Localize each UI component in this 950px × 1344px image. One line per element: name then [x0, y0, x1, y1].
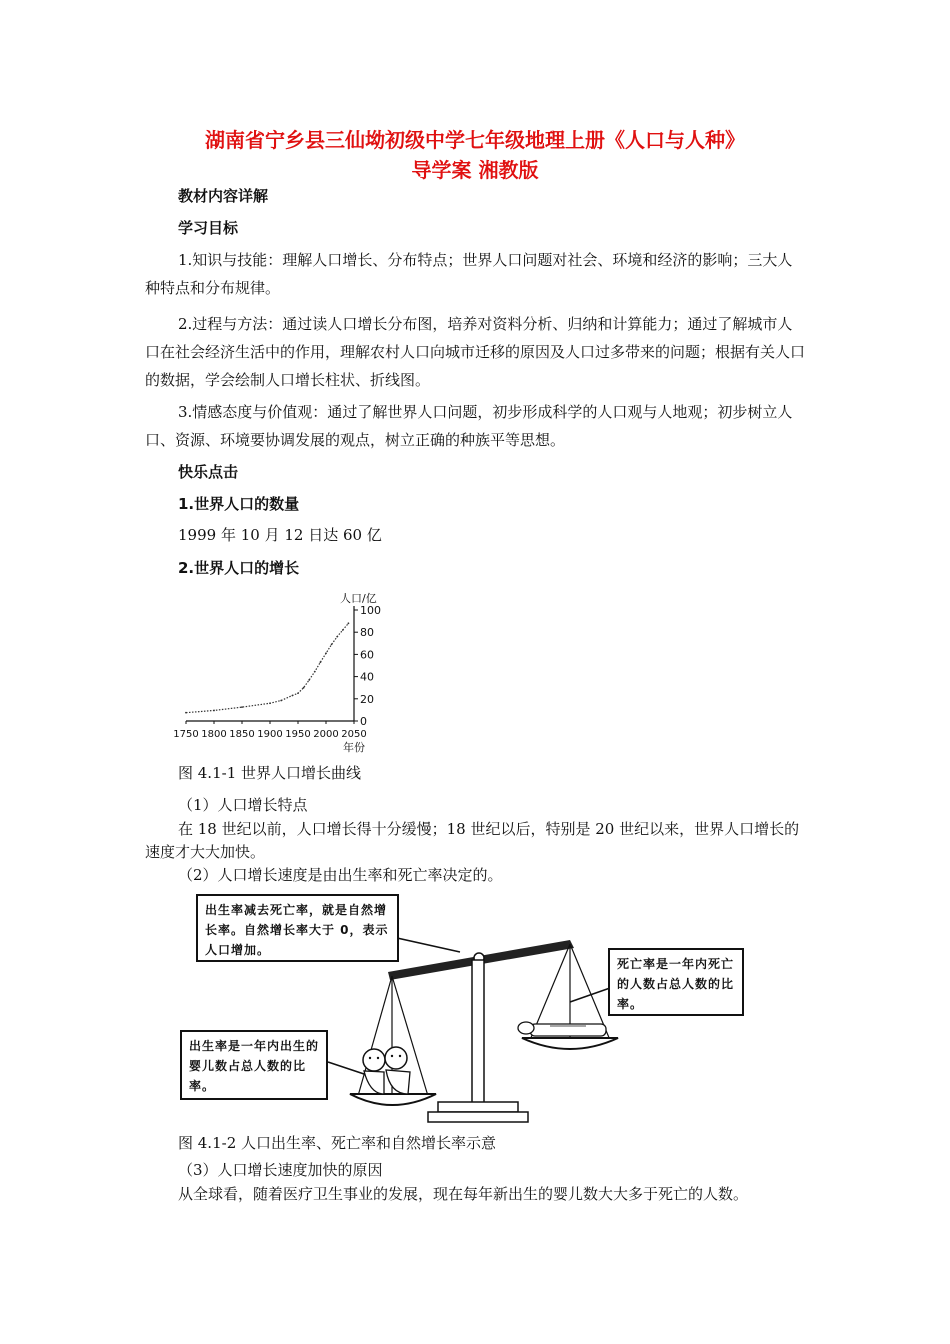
x-tick-label: 1800 [201, 729, 227, 740]
death-pan [522, 1038, 618, 1049]
point-3-title: （3）人口增长速度加快的原因 [178, 1161, 383, 1179]
data-point [292, 695, 294, 697]
population-growth-chart [173, 588, 408, 754]
scale-base-top [438, 1102, 518, 1112]
note-death-rate: 死亡率是一年内死亡的人数占总人数的比率。 [608, 948, 744, 1016]
goal-1-paragraph: 1.知识与技能：理解人口增长、分布特点；世界人口问题对社会、环境和经济的影响；三大人种特点和分布规律。 [145, 251, 793, 297]
section-heading-material: 教材内容详解 [178, 187, 269, 205]
x-tick-label: 1950 [285, 729, 311, 740]
y-tick-label: 0 [360, 715, 367, 728]
data-point [280, 700, 282, 702]
x-tick-label: 1750 [173, 729, 199, 740]
data-point [320, 661, 322, 663]
scale-pillar [472, 960, 484, 1108]
goal-2-paragraph: 2.过程与方法：通过读人口增长分布图，培养对资料分析、归纳和计算能力；通过了解城市人口在社会经济生活中的作用，理解农村人口向城市迁移的原因及人口过多带来的问题；根据有关人口的数据，学会绘制人口增长柱状、折线图。 [145, 315, 806, 389]
x-tick-label: 1850 [229, 729, 255, 740]
section-heading-goals: 学习目标 [178, 219, 239, 237]
y-tick-label: 100 [360, 604, 381, 617]
subheading-population-growth: 2.世界人口的增长 [178, 559, 300, 577]
goal-3-paragraph: 3.情感态度与价值观：通过了解世界人口问题，初步形成科学的人口观与人地观；初步树立人口、资源、环境要协调发展的观点，树立正确的种族平等思想。 [145, 403, 793, 449]
point-1-text: 在 18 世纪以前，人口增长得十分缓慢；18 世纪以后，特别是 20 世纪以来，世界人口增长的速度才大大加快。 [145, 820, 800, 861]
lying-figure [518, 1022, 606, 1036]
y-tick-label: 20 [360, 692, 374, 706]
data-point [336, 636, 338, 638]
data-point [331, 644, 333, 646]
point-2-title: （2）人口增长速度是由出生率和死亡率决定的。 [178, 866, 503, 884]
data-point [241, 706, 243, 708]
population-count-text: 1999 年 10 月 12 日达 60 亿 [178, 526, 382, 544]
section-heading-fun: 快乐点击 [178, 463, 239, 481]
figure-1-caption: 图 4.1-1 世界人口增长曲线 [178, 764, 362, 782]
data-point [185, 712, 187, 714]
data-point [325, 652, 327, 654]
x-tick-label: 2050 [341, 729, 367, 740]
data-point [342, 629, 344, 631]
point-1-title: （1）人口增长特点 [178, 796, 308, 814]
note-natural-growth: 出生率减去死亡率，就是自然增长率。自然增长率大于 0，表示人口增加。 [196, 894, 399, 962]
y-tick-label: 60 [360, 648, 374, 662]
x-axis-label: 年份 [343, 741, 365, 754]
x-tick-label: 1900 [257, 729, 283, 740]
figure-2-caption: 图 4.1-2 人口出生率、死亡率和自然增长率示意 [178, 1134, 497, 1152]
data-point [314, 671, 316, 673]
note-birth-rate: 出生率是一年内出生的婴儿数占总人数的比率。 [180, 1030, 328, 1100]
data-point [308, 679, 310, 681]
y-tick-label: 40 [360, 670, 374, 684]
data-point [348, 622, 350, 624]
y-tick-label: 80 [360, 626, 374, 640]
y-axis-label: 人口/亿 [340, 592, 377, 605]
note-death-leader-line [570, 988, 610, 1002]
point-3-text: 从全球看，随着医疗卫生事业的发展，现在每年新出生的婴儿数大大多于死亡的人数。 [178, 1185, 749, 1203]
data-point [303, 687, 305, 689]
document-title-line2: 导学案 湘教版 [411, 158, 539, 182]
data-point [297, 692, 299, 694]
x-tick-label: 2000 [313, 729, 339, 740]
birth-pan [350, 1094, 436, 1105]
document-title-line1: 湖南省宁乡县三仙坳初级中学七年级地理上册《人口与人种》 [205, 128, 745, 152]
babies-figure [363, 1047, 410, 1094]
subheading-population-count: 1.世界人口的数量 [178, 495, 300, 513]
data-point [269, 702, 271, 704]
data-point [213, 710, 215, 712]
scale-base-bottom [428, 1112, 528, 1122]
series-line [186, 623, 348, 712]
